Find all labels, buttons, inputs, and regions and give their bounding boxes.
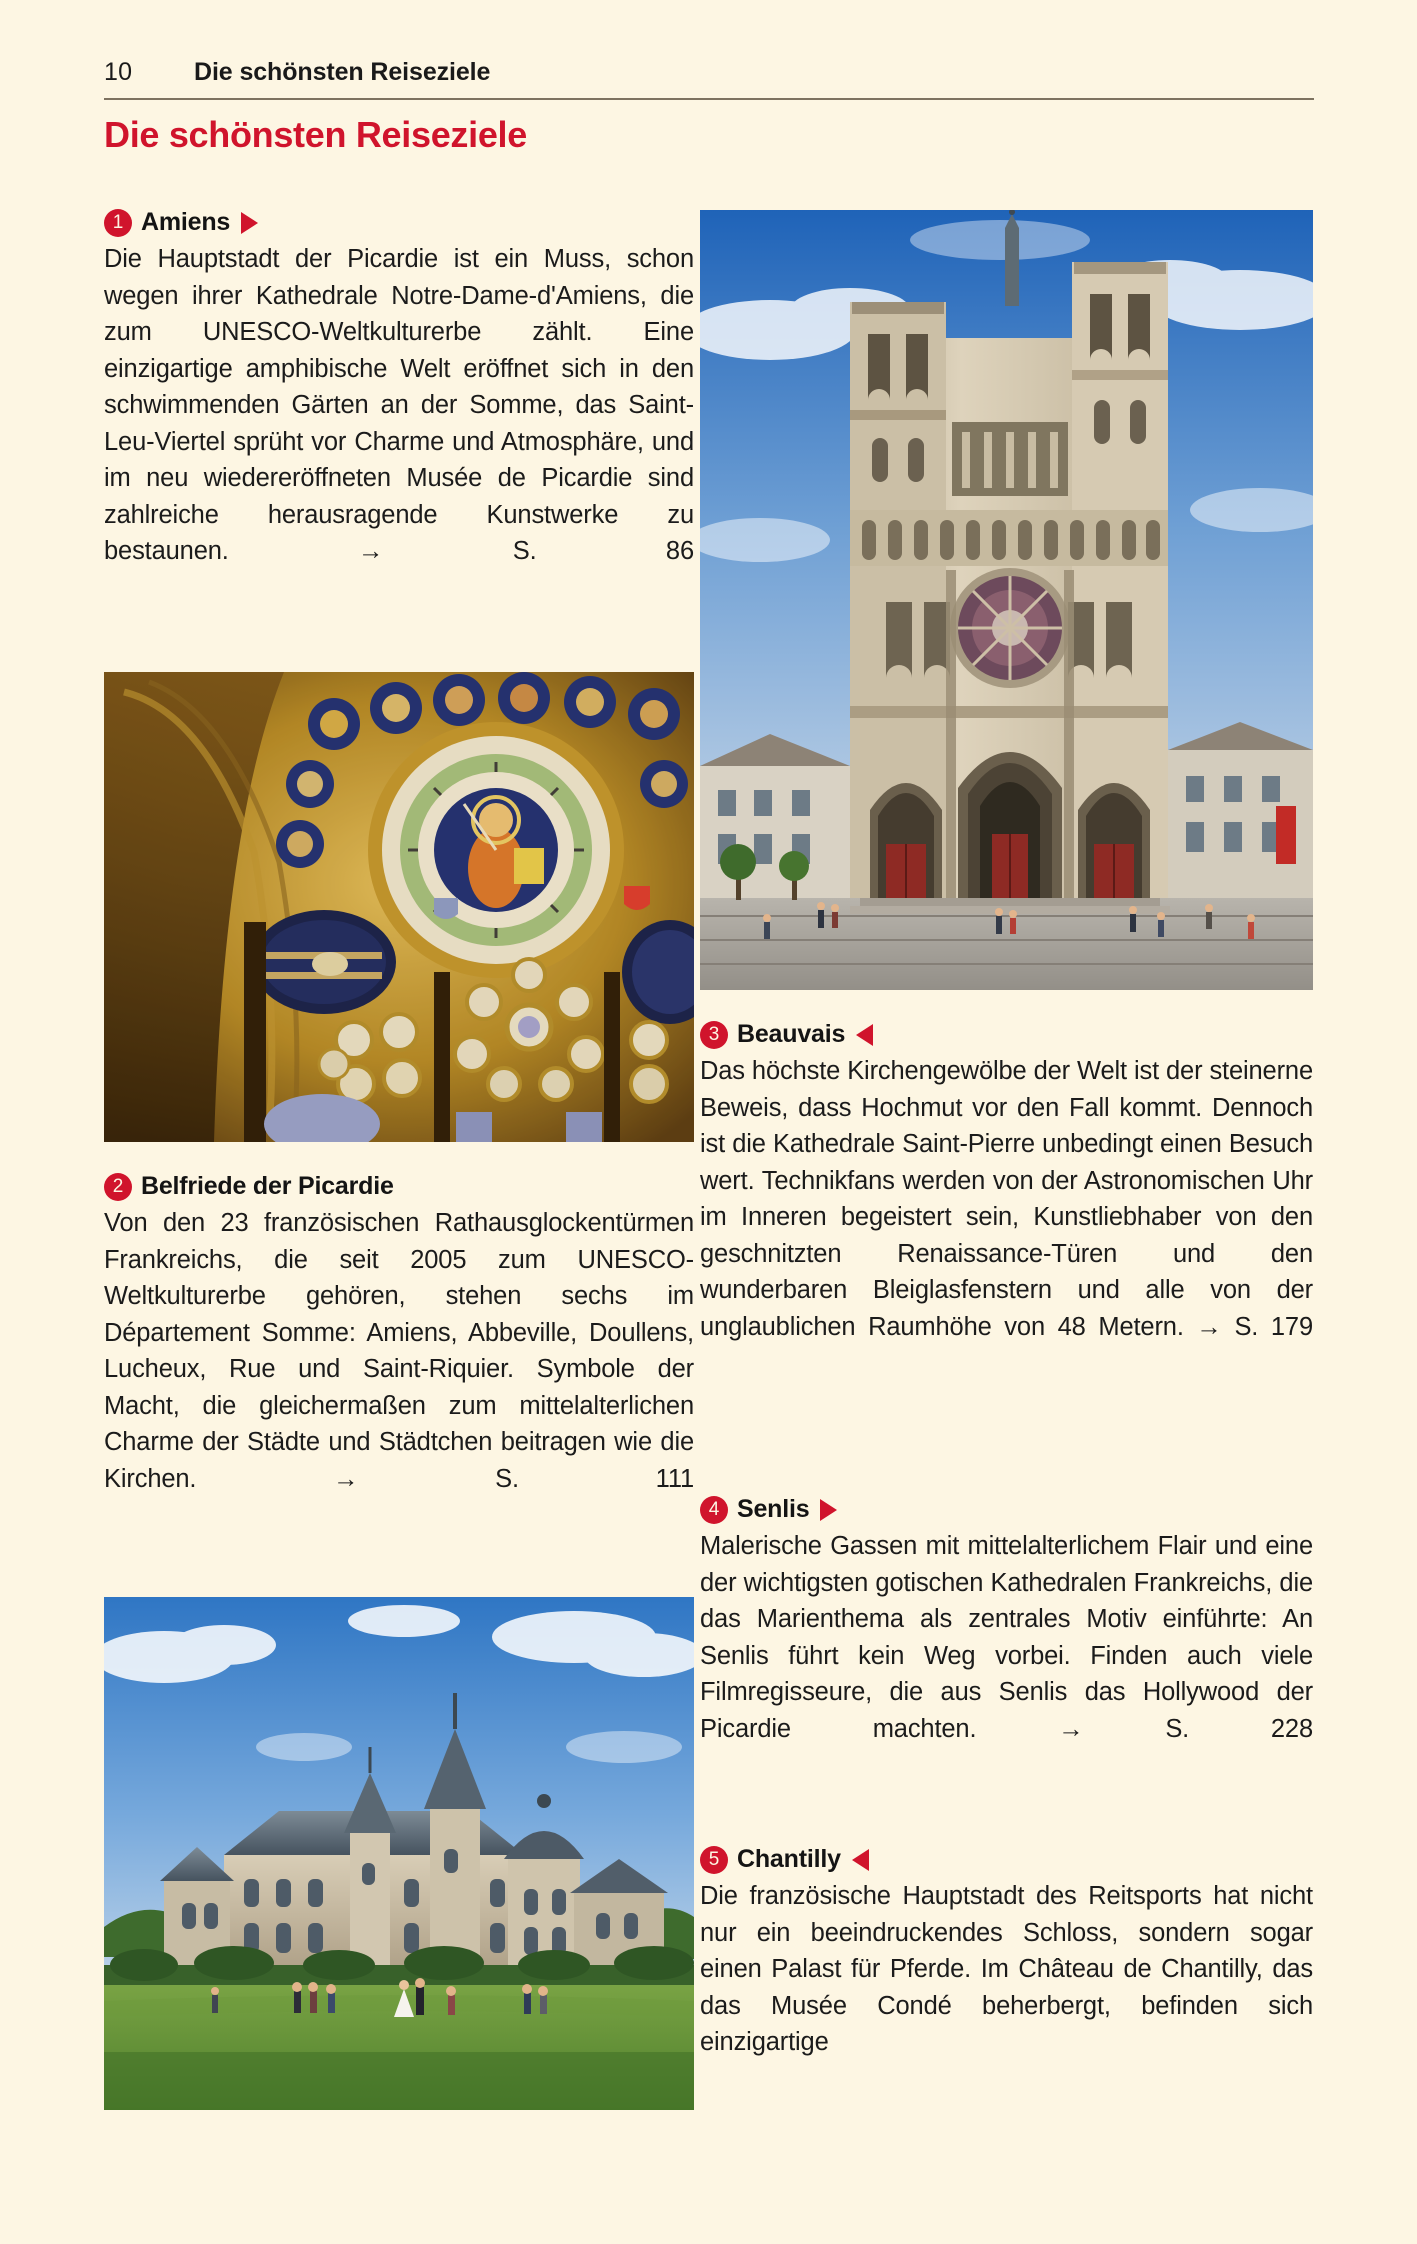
entry-beauvais-title: Beauvais xyxy=(737,1020,846,1048)
photo-chateau-de-chantilly xyxy=(104,1597,694,2110)
triangle-left-icon xyxy=(856,1024,873,1046)
entry-marker-2: 2 xyxy=(104,1173,132,1201)
entry-belfriede-title: Belfriede der Picardie xyxy=(141,1172,394,1200)
entry-belfriede xyxy=(104,1172,694,1534)
entry-marker-3: 3 xyxy=(700,1021,728,1049)
page-number: 10 xyxy=(104,58,133,86)
entry-belfriede-heading xyxy=(104,1172,694,1201)
running-head xyxy=(104,58,1314,87)
photo-amiens-cathedral-image xyxy=(700,210,1313,990)
photo-chateau-image xyxy=(104,1597,694,2110)
page-title: Die schönsten Reiseziele xyxy=(104,114,527,155)
triangle-right-icon xyxy=(241,212,258,234)
entry-senlis-body: Malerische Gassen mit mittelalterlichem Flair und eine der wichtigsten gotischen Kathedralen Frankreichs, die das Marienthema als zentrales Motiv einführte: An Senlis führt kein Weg vorbei. Finden auch viele Filmregisseure, die aus Senlis das Hollywood der Picardie machten. → S. 228 xyxy=(700,1532,1313,1743)
photo-astronomical-clock xyxy=(104,672,694,1142)
entry-amiens xyxy=(104,208,694,606)
running-head-title: Die schönsten Reiseziele xyxy=(194,58,491,86)
entry-senlis-title: Senlis xyxy=(737,1495,810,1523)
entry-amiens-heading xyxy=(104,208,694,237)
triangle-left-icon xyxy=(852,1849,869,1871)
entry-chantilly-body: Die französische Hauptstadt des Reitsports hat nicht nur ein beeindruckendes Schloss, sondern sogar einen Palast für Pferde. Im Château de Chantilly, das das Musée Condé beherbergt, befinden sich einzigartige xyxy=(700,1882,1313,2056)
entry-beauvais-heading xyxy=(700,1020,1313,1049)
entry-beauvais-body: Das höchste Kirchengewölbe der Welt ist der steinerne Beweis, dass Hochmut vor den Fall kommt. Dennoch ist die Kathedrale Saint-Pierre unbedingt einen Besuch wert. Technikfans werden von der Astronomischen Uhr im Inneren begeistert sein, Kunstliebhaber von den geschnitzten Renaissance-Türen und den wunderbaren Bleiglasfenstern und alle von der unglaublichen Raumhöhe von 48 Metern. → S. 179 xyxy=(700,1057,1313,1341)
entry-senlis xyxy=(700,1495,1313,1784)
triangle-right-icon xyxy=(820,1499,837,1521)
entry-chantilly xyxy=(700,1845,1313,2061)
entry-amiens-body: Die Hauptstadt der Picardie ist ein Muss, schon wegen ihrer Kathedrale Notre-Dame-d'Amiens, die zum UNESCO-Weltkulturerbe zählt. Eine einzigartige amphibische Welt eröffnet sich in den schwimmenden Gärten an der Somme, das Saint-Leu-Viertel sprüht vor Charme und Atmosphäre, und im neu wiedereröffneten Musée de Picardie sind zahlreiche herausragende Kunstwerke zu bestaunen. → S. 86 xyxy=(104,245,694,565)
entry-beauvais xyxy=(700,1020,1313,1382)
photo-amiens-cathedral xyxy=(700,210,1313,990)
entry-chantilly-heading xyxy=(700,1845,1313,1874)
entry-belfriede-body: Von den 23 französischen Rathausglockentürmen Frankreichs, die seit 2005 zum UNESCO-Weltkulturerbe gehören, stehen sechs im Département Somme: Amiens, Abbeville, Doullens, Lucheux, Rue und Saint-Riquier. Symbole der Macht, die gleichermaßen zum mittelalterlichen Charme der Städte und Städtchen beitragen wie die Kirchen. → S. 111 xyxy=(104,1209,694,1493)
photo-astronomical-clock-image xyxy=(104,672,694,1142)
entry-marker-5: 5 xyxy=(700,1846,728,1874)
header-divider xyxy=(104,98,1314,100)
entry-marker-1: 1 xyxy=(104,209,132,237)
entry-marker-4: 4 xyxy=(700,1496,728,1524)
entry-senlis-heading xyxy=(700,1495,1313,1524)
entry-amiens-title: Amiens xyxy=(141,208,231,236)
entry-chantilly-title: Chantilly xyxy=(737,1845,841,1873)
